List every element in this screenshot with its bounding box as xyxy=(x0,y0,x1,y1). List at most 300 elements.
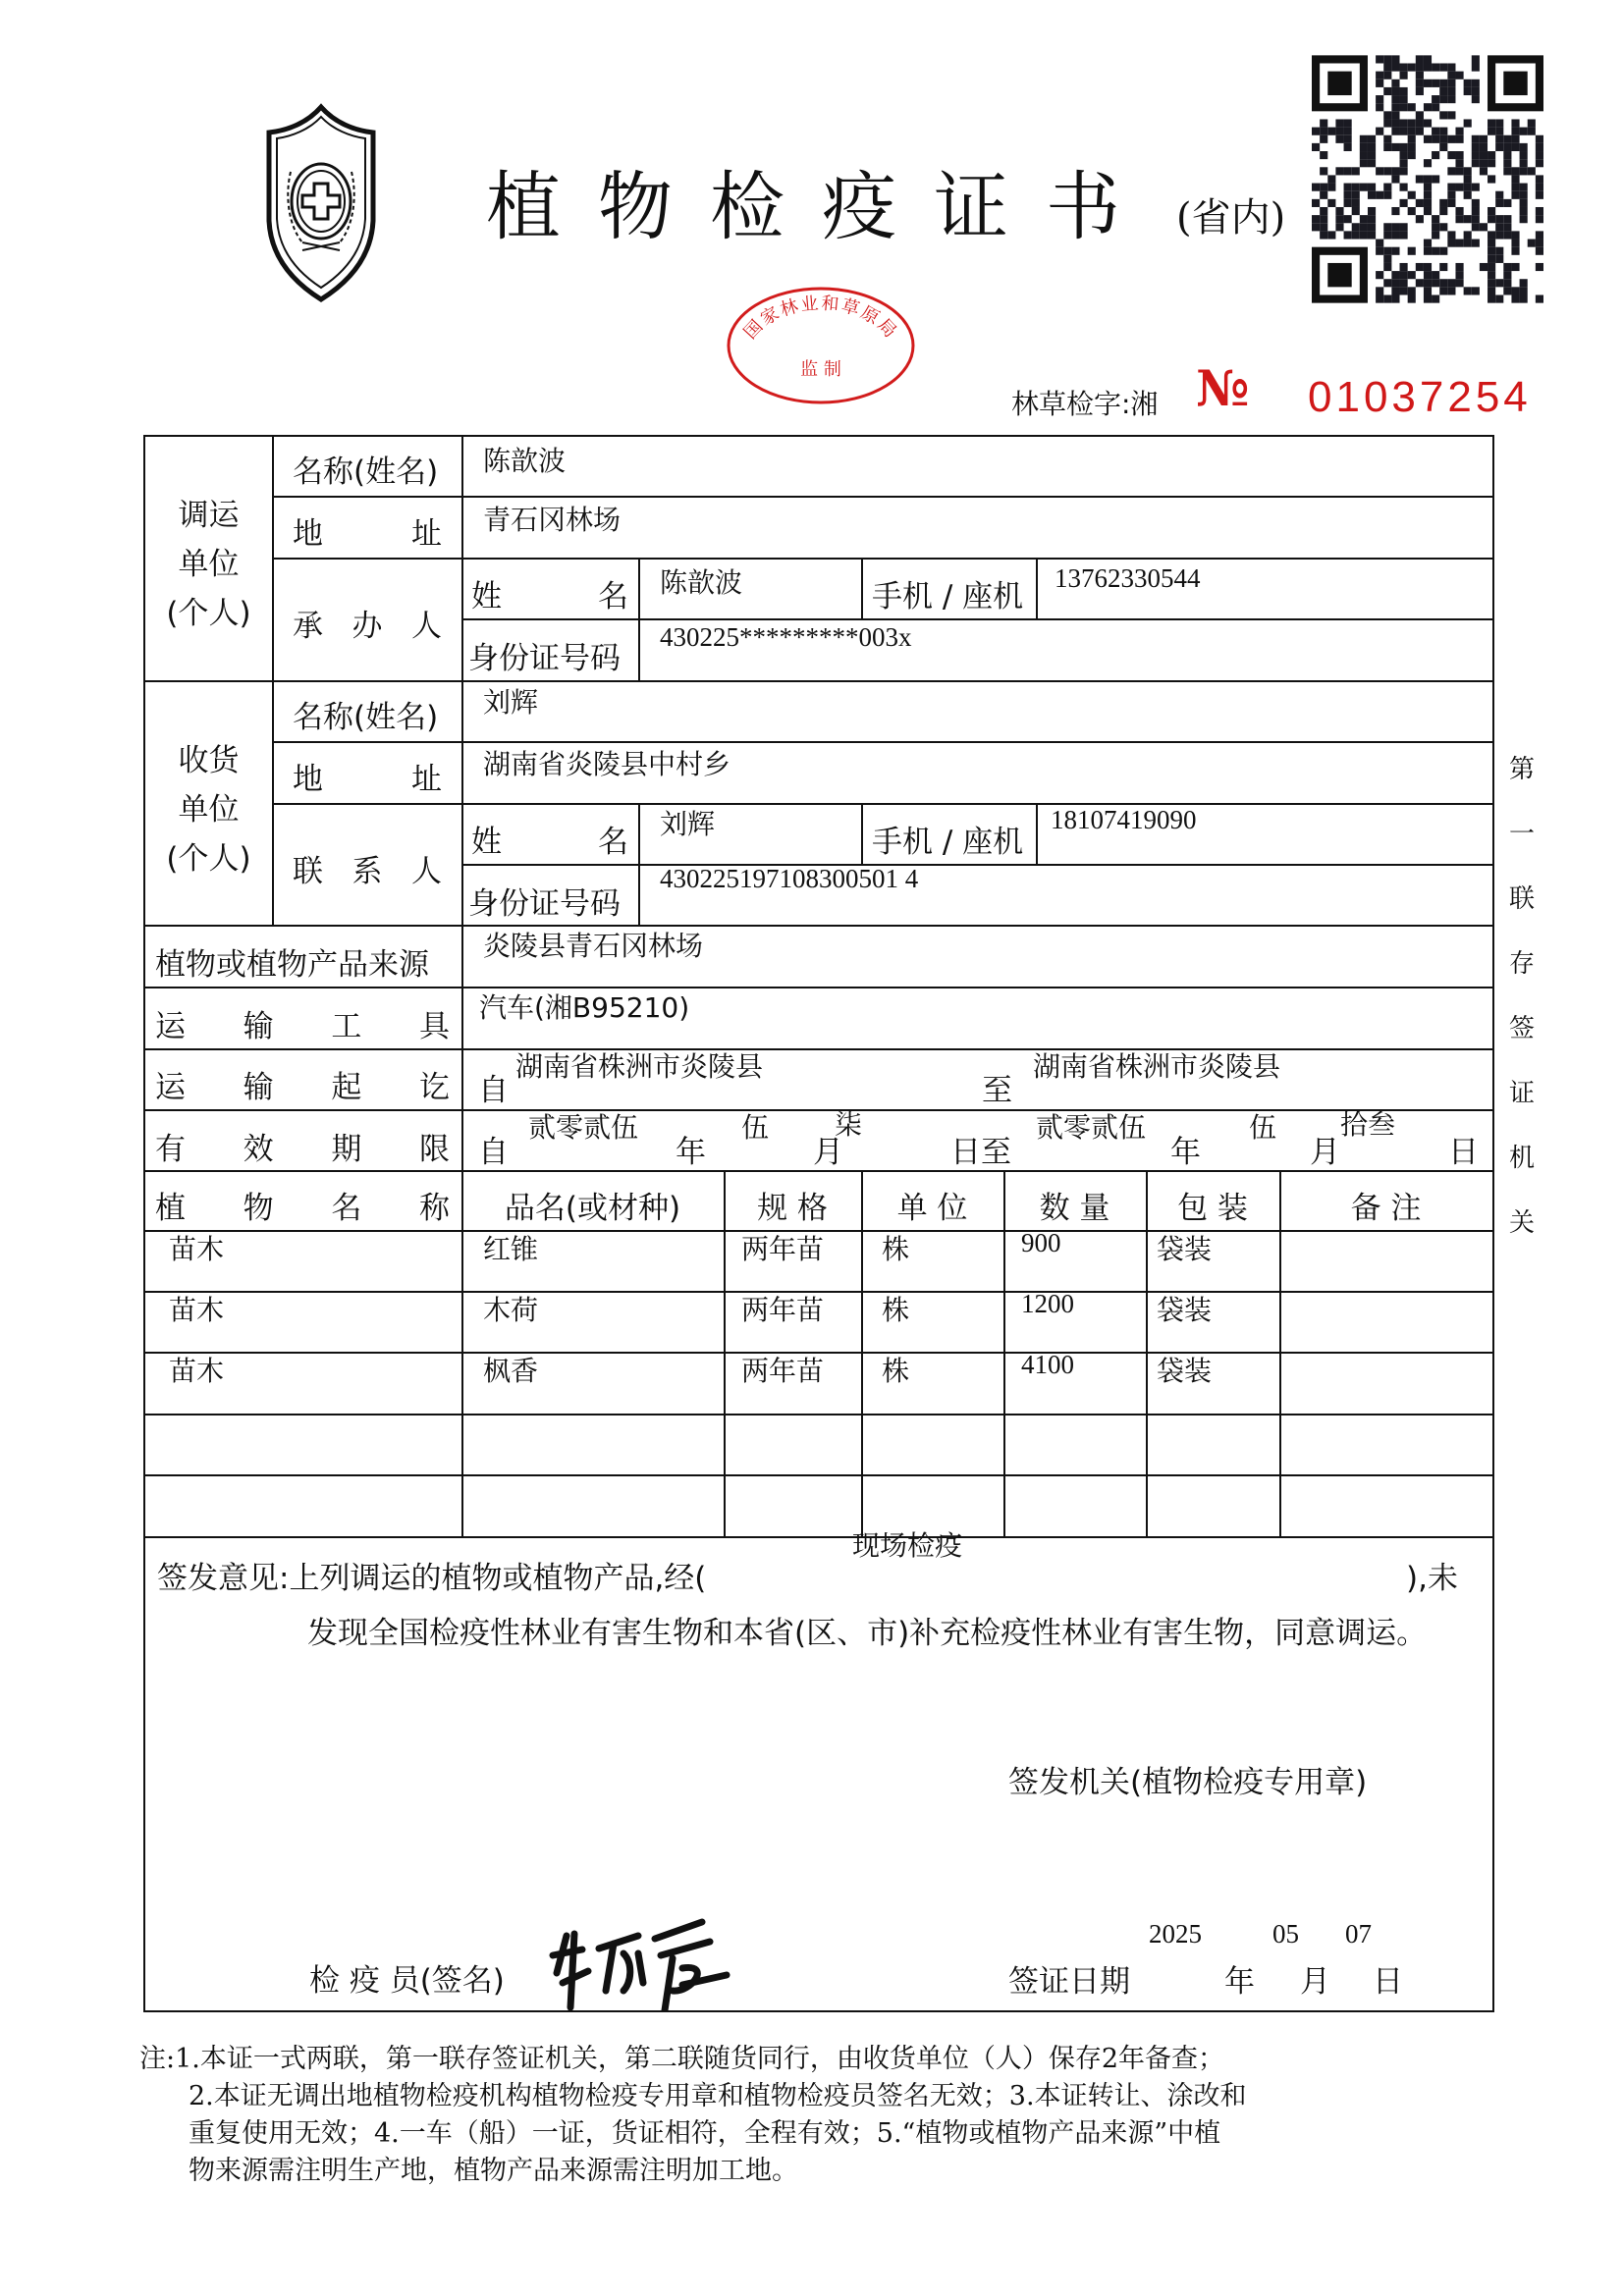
inspector-label: 检 疫 员(签名) xyxy=(309,1963,505,1999)
qr-module xyxy=(1408,191,1416,199)
qr-module xyxy=(1400,64,1408,72)
label-char: 限 xyxy=(418,1132,450,1167)
qr-module xyxy=(1447,231,1455,239)
qr-module xyxy=(1424,159,1432,167)
qr-module xyxy=(1432,295,1439,303)
qr-module xyxy=(1503,199,1511,207)
qr-module xyxy=(1391,128,1399,135)
qr-module xyxy=(1383,119,1391,127)
qr-module xyxy=(1447,287,1455,294)
qr-finder-module xyxy=(1503,72,1527,95)
qr-module xyxy=(1344,128,1352,135)
qr-module xyxy=(1503,215,1511,223)
label-char: 工 xyxy=(331,1009,362,1044)
table-border-right xyxy=(1492,435,1494,2011)
qr-module xyxy=(1528,240,1536,247)
qr-module xyxy=(1511,240,1519,247)
validity-end-year: 贰零贰伍 xyxy=(1036,1111,1147,1144)
qr-module xyxy=(1472,95,1480,103)
validity-end-day: 拾叁 xyxy=(1340,1108,1396,1141)
qr-module xyxy=(1503,167,1511,175)
qr-module xyxy=(1447,64,1455,72)
qr-module xyxy=(1383,263,1391,271)
qr-module xyxy=(1391,295,1399,303)
qr-module xyxy=(1335,135,1343,143)
qr-module xyxy=(1391,231,1399,239)
qr-module xyxy=(1416,279,1424,287)
qr-module xyxy=(1488,247,1495,255)
note-line: 重复使用无效；4.一车（船）一证，货证相符，全程有效；5.“植物或植物产品来源”中植 xyxy=(189,2118,1221,2149)
qr-module xyxy=(1439,199,1447,207)
qr-module xyxy=(1424,191,1432,199)
grid-line xyxy=(272,803,1493,805)
qr-module xyxy=(1495,223,1503,231)
grid-line xyxy=(461,618,1493,620)
qr-module xyxy=(1391,287,1399,294)
qr-module xyxy=(1455,167,1463,175)
route-label xyxy=(155,1062,450,1106)
shipper-phone-label: 手机 / 座机 xyxy=(872,579,1024,614)
receiver-address: 湖南省炎陵县中村乡 xyxy=(483,748,731,780)
qr-module xyxy=(1536,151,1543,159)
validity-month-word: 月 xyxy=(813,1135,843,1170)
qr-module xyxy=(1400,143,1408,151)
qr-module xyxy=(1439,143,1447,151)
qr-module xyxy=(1312,215,1320,223)
qr-module xyxy=(1439,87,1447,95)
qr-module xyxy=(1424,207,1432,215)
cell-variety: 枫香 xyxy=(483,1355,539,1387)
qr-module xyxy=(1408,151,1416,159)
qr-module xyxy=(1368,223,1376,231)
qr-module xyxy=(1528,119,1536,127)
qr-module xyxy=(1464,191,1472,199)
qr-module xyxy=(1480,135,1488,143)
qr-module xyxy=(1464,175,1472,183)
label-char: 起 xyxy=(331,1070,362,1105)
receiver-id-label: 身份证号码 xyxy=(468,886,621,922)
qr-module xyxy=(1344,119,1352,127)
qr-module xyxy=(1488,128,1495,135)
sign-date-day: 07 xyxy=(1345,1919,1372,1949)
qr-module xyxy=(1391,223,1399,231)
qr-module xyxy=(1383,135,1391,143)
shipper-id-number: 430225*********003x xyxy=(660,622,912,652)
qr-module xyxy=(1480,263,1488,271)
cell-variety: 红锥 xyxy=(483,1233,539,1265)
qr-module xyxy=(1368,191,1376,199)
qr-module xyxy=(1472,143,1480,151)
receiver-contact-name: 刘辉 xyxy=(660,808,716,840)
qr-module xyxy=(1464,240,1472,247)
qr-module xyxy=(1439,95,1447,103)
qr-module xyxy=(1360,135,1368,143)
qr-module xyxy=(1416,80,1424,87)
qr-module xyxy=(1511,247,1519,255)
qr-module xyxy=(1439,247,1447,255)
qr-module xyxy=(1391,95,1399,103)
qr-module xyxy=(1424,64,1432,72)
validity-label xyxy=(155,1124,450,1168)
qr-module xyxy=(1400,72,1408,80)
qr-module xyxy=(1312,223,1320,231)
grid-line xyxy=(143,1048,1493,1050)
qr-module xyxy=(1488,151,1495,159)
qr-module xyxy=(1352,167,1360,175)
cell-plant: 苗木 xyxy=(169,1355,225,1387)
qr-module xyxy=(1472,199,1480,207)
qr-module xyxy=(1391,207,1399,215)
header-packing: 包 装 xyxy=(1177,1191,1248,1226)
qr-module xyxy=(1424,175,1432,183)
qr-module xyxy=(1416,64,1424,72)
qr-module xyxy=(1447,151,1455,159)
header-unit: 单 位 xyxy=(896,1191,968,1226)
qr-module xyxy=(1416,119,1424,127)
strip-char: 关 xyxy=(1508,1208,1535,1238)
qr-module xyxy=(1408,119,1416,127)
qr-module xyxy=(1335,167,1343,175)
qr-module xyxy=(1520,199,1528,207)
qr-module xyxy=(1432,247,1439,255)
qr-module xyxy=(1383,87,1391,95)
shipper-address: 青石冈林场 xyxy=(483,504,622,536)
qr-module xyxy=(1400,103,1408,111)
qr-module xyxy=(1432,231,1439,239)
qr-module xyxy=(1488,119,1495,127)
qr-module xyxy=(1520,279,1528,287)
qr-module xyxy=(1495,143,1503,151)
qr-module xyxy=(1503,151,1511,159)
qr-module xyxy=(1368,207,1376,215)
qr-module xyxy=(1488,207,1495,215)
qr-module xyxy=(1503,263,1511,271)
qr-module xyxy=(1383,184,1391,191)
source-label: 植物或植物产品来源 xyxy=(155,947,429,983)
qr-module xyxy=(1511,175,1519,183)
qr-module xyxy=(1488,159,1495,167)
label-char: 效 xyxy=(243,1132,274,1167)
grid-line xyxy=(272,741,1493,743)
qr-module xyxy=(1432,279,1439,287)
qr-module xyxy=(1488,287,1495,294)
document-title: 植物检疫证书 xyxy=(486,163,1158,250)
qr-module xyxy=(1352,223,1360,231)
qr-module xyxy=(1424,199,1432,207)
strip-char: 存 xyxy=(1508,949,1535,979)
qr-module xyxy=(1416,263,1424,271)
qr-module xyxy=(1360,159,1368,167)
stamp-bottom-text: 监 制 xyxy=(800,359,841,380)
qr-module xyxy=(1312,143,1320,151)
qr-module xyxy=(1536,135,1543,143)
qr-module xyxy=(1488,175,1495,183)
validity-from-word: 自 xyxy=(478,1135,509,1170)
qr-module xyxy=(1416,128,1424,135)
receiver-name: 刘辉 xyxy=(483,686,539,719)
grid-line xyxy=(143,680,1493,682)
qr-module xyxy=(1447,95,1455,103)
qr-module xyxy=(1335,119,1343,127)
qr-module xyxy=(1424,135,1432,143)
shipper-section-label-line: 调运 xyxy=(178,498,240,533)
qr-module xyxy=(1391,271,1399,279)
qr-module xyxy=(1520,191,1528,199)
sign-date-year: 2025 xyxy=(1149,1919,1202,1949)
qr-module xyxy=(1376,72,1383,80)
cell-quantity: 900 xyxy=(1021,1228,1061,1257)
grid-line xyxy=(1036,558,1038,618)
qr-module xyxy=(1424,279,1432,287)
label-char: 名 xyxy=(331,1191,362,1226)
qr-module xyxy=(1344,199,1352,207)
qr-module xyxy=(1416,55,1424,63)
shipper-section-label-line: (个人) xyxy=(166,596,251,631)
qr-module xyxy=(1416,175,1424,183)
validity-start-day: 柒 xyxy=(835,1108,863,1141)
cell-unit: 株 xyxy=(882,1233,910,1265)
qr-module xyxy=(1400,167,1408,175)
grid-line xyxy=(861,803,863,864)
qr-module xyxy=(1536,240,1543,247)
qr-module xyxy=(1511,263,1519,271)
grid-line xyxy=(143,925,1493,927)
cell-variety: 木荷 xyxy=(483,1294,539,1326)
qr-module xyxy=(1408,128,1416,135)
qr-module xyxy=(1416,87,1424,95)
qr-module xyxy=(1503,279,1511,287)
qr-module xyxy=(1432,151,1439,159)
qr-module xyxy=(1511,184,1519,191)
qr-module xyxy=(1368,151,1376,159)
qr-module xyxy=(1391,87,1399,95)
receiver-name-label: 名称(姓名) xyxy=(293,700,439,735)
qr-module xyxy=(1447,184,1455,191)
validity-year-word: 年 xyxy=(676,1135,706,1170)
qr-module xyxy=(1536,247,1543,255)
qr-module xyxy=(1376,295,1383,303)
table-border-left xyxy=(143,435,145,2011)
qr-module xyxy=(1383,191,1391,199)
qr-module xyxy=(1488,279,1495,287)
qr-module xyxy=(1424,184,1432,191)
qr-module xyxy=(1472,135,1480,143)
label-char: 名 xyxy=(598,825,628,860)
qr-module xyxy=(1432,95,1439,103)
note-line: 注:1.本证一式两联，第一联存签证机关，第二联随货同行，由收货单位（人）保存2年备查； xyxy=(139,2044,1225,2074)
qr-module xyxy=(1320,215,1327,223)
grid-line xyxy=(143,987,1493,988)
qr-module xyxy=(1376,167,1383,175)
inspection-method: 现场检疫 xyxy=(852,1529,963,1562)
grid-line xyxy=(861,558,863,618)
grid-line xyxy=(143,1414,1493,1415)
qr-module xyxy=(1447,199,1455,207)
grid-line xyxy=(461,864,1493,866)
qr-module xyxy=(1424,271,1432,279)
vehicle-value: 汽车(湘B95210) xyxy=(479,991,690,1024)
label-char: 讫 xyxy=(418,1070,450,1105)
sign-date-year-word: 年 xyxy=(1224,1964,1255,2000)
qr-module xyxy=(1472,207,1480,215)
qr-module xyxy=(1344,135,1352,143)
qr-module xyxy=(1511,119,1519,127)
qr-module xyxy=(1439,223,1447,231)
label-char: 人 xyxy=(411,609,442,644)
qr-module xyxy=(1376,103,1383,111)
qr-module xyxy=(1376,95,1383,103)
grid-line xyxy=(638,803,640,926)
qr-module xyxy=(1391,55,1399,63)
label-char: 物 xyxy=(243,1191,274,1226)
label-char: 输 xyxy=(243,1009,274,1044)
qr-module xyxy=(1432,175,1439,183)
qr-module xyxy=(1424,263,1432,271)
qr-module xyxy=(1327,184,1335,191)
qr-module xyxy=(1327,128,1335,135)
cell-quantity: 1200 xyxy=(1021,1289,1074,1318)
qr-module xyxy=(1383,72,1391,80)
qr-module xyxy=(1447,111,1455,119)
label-char: 有 xyxy=(155,1132,186,1167)
source-value: 炎陵县青石冈林场 xyxy=(483,930,704,962)
qr-module xyxy=(1455,159,1463,167)
qr-module xyxy=(1464,80,1472,87)
qr-module xyxy=(1447,80,1455,87)
qr-module xyxy=(1424,295,1432,303)
qr-module xyxy=(1408,103,1416,111)
receiver-phone: 18107419090 xyxy=(1051,805,1197,834)
qr-module xyxy=(1439,80,1447,87)
qr-module xyxy=(1447,279,1455,287)
qr-module xyxy=(1400,87,1408,95)
stamp-top-text: 国家林业和草原局 xyxy=(739,293,902,344)
qr-module xyxy=(1383,247,1391,255)
shipper-name: 陈歆波 xyxy=(483,445,567,477)
qr-module xyxy=(1391,175,1399,183)
qr-module xyxy=(1480,167,1488,175)
qr-module xyxy=(1383,167,1391,175)
validity-end-month: 伍 xyxy=(1249,1111,1277,1144)
qr-module xyxy=(1424,55,1432,63)
qr-module xyxy=(1400,128,1408,135)
label-char: 系 xyxy=(352,854,383,889)
qr-module xyxy=(1439,128,1447,135)
qr-module xyxy=(1432,103,1439,111)
receiver-phone-label: 手机 / 座机 xyxy=(872,825,1024,860)
qr-module xyxy=(1376,271,1383,279)
qr-module xyxy=(1511,167,1519,175)
qr-module xyxy=(1368,143,1376,151)
qr-module xyxy=(1511,295,1519,303)
label-char: 称 xyxy=(418,1191,450,1226)
qr-module xyxy=(1408,247,1416,255)
supervision-stamp xyxy=(725,285,917,407)
note-line: 物来源需注明生产地，植物产品来源需注明加工地。 xyxy=(189,2156,798,2186)
qr-module xyxy=(1344,215,1352,223)
qr-module xyxy=(1432,64,1439,72)
qr-module xyxy=(1352,191,1360,199)
qr-module xyxy=(1344,143,1352,151)
qr-module xyxy=(1472,287,1480,294)
qr-module xyxy=(1464,231,1472,239)
qr-module xyxy=(1400,95,1408,103)
cell-spec: 两年苗 xyxy=(741,1233,825,1265)
qr-module xyxy=(1472,240,1480,247)
qr-module xyxy=(1320,223,1327,231)
qr-module xyxy=(1424,119,1432,127)
qr-module xyxy=(1528,128,1536,135)
qr-module xyxy=(1536,143,1543,151)
qr-module xyxy=(1320,231,1327,239)
qr-module xyxy=(1335,223,1343,231)
qr-module xyxy=(1447,135,1455,143)
qr-module xyxy=(1503,143,1511,151)
note-line: 2.本证无调出地植物检疫机构植物检疫专用章和植物检疫员签名无效；3.本证转让、涂改和 xyxy=(189,2081,1247,2111)
qr-module xyxy=(1400,151,1408,159)
qr-module xyxy=(1480,151,1488,159)
route-from: 湖南省株洲市炎陵县 xyxy=(515,1050,764,1083)
qr-module xyxy=(1455,72,1463,80)
sign-date-month: 05 xyxy=(1272,1919,1299,1949)
qr-module xyxy=(1480,159,1488,167)
qr-module xyxy=(1376,55,1383,63)
qr-module xyxy=(1472,151,1480,159)
qr-module xyxy=(1439,279,1447,287)
qr-module xyxy=(1488,215,1495,223)
grid-line xyxy=(143,1474,1493,1476)
qr-module xyxy=(1391,80,1399,87)
qr-module xyxy=(1383,295,1391,303)
qr-module xyxy=(1360,223,1368,231)
qr-module xyxy=(1455,135,1463,143)
qr-module xyxy=(1455,184,1463,191)
qr-module xyxy=(1344,231,1352,239)
qr-module xyxy=(1416,199,1424,207)
serial-label: 林草检字:湘 xyxy=(1011,388,1159,420)
label-char: 具 xyxy=(418,1009,450,1044)
qr-module xyxy=(1528,167,1536,175)
qr-module xyxy=(1408,135,1416,143)
qr-module xyxy=(1536,159,1543,167)
qr-module xyxy=(1432,271,1439,279)
opinion-line2: 发现全国检疫性林业有害生物和本省(区、市)补充检疫性林业有害生物，同意调运。 xyxy=(307,1616,1428,1651)
qr-module xyxy=(1511,143,1519,151)
qr-module xyxy=(1335,128,1343,135)
qr-module xyxy=(1536,207,1543,215)
qr-module xyxy=(1368,135,1376,143)
qr-module xyxy=(1536,231,1543,239)
serial-prefix: № xyxy=(1196,359,1250,417)
qr-module xyxy=(1536,263,1543,271)
label-char: 地 xyxy=(293,762,323,797)
qr-module xyxy=(1352,199,1360,207)
qr-module xyxy=(1360,151,1368,159)
route-to-word: 至 xyxy=(982,1073,1012,1108)
qr-module xyxy=(1472,223,1480,231)
receiver-section-label-line: 单位 xyxy=(178,792,240,828)
qr-module xyxy=(1520,167,1528,175)
qr-module xyxy=(1520,151,1528,159)
validity-day-word: 日 xyxy=(1448,1135,1479,1170)
qr-module xyxy=(1464,119,1472,127)
qr-module xyxy=(1320,191,1327,199)
qr-module xyxy=(1455,240,1463,247)
qr-module xyxy=(1383,223,1391,231)
validity-start-month: 伍 xyxy=(741,1111,770,1144)
qr-module xyxy=(1391,119,1399,127)
route-from-word: 自 xyxy=(478,1073,509,1108)
